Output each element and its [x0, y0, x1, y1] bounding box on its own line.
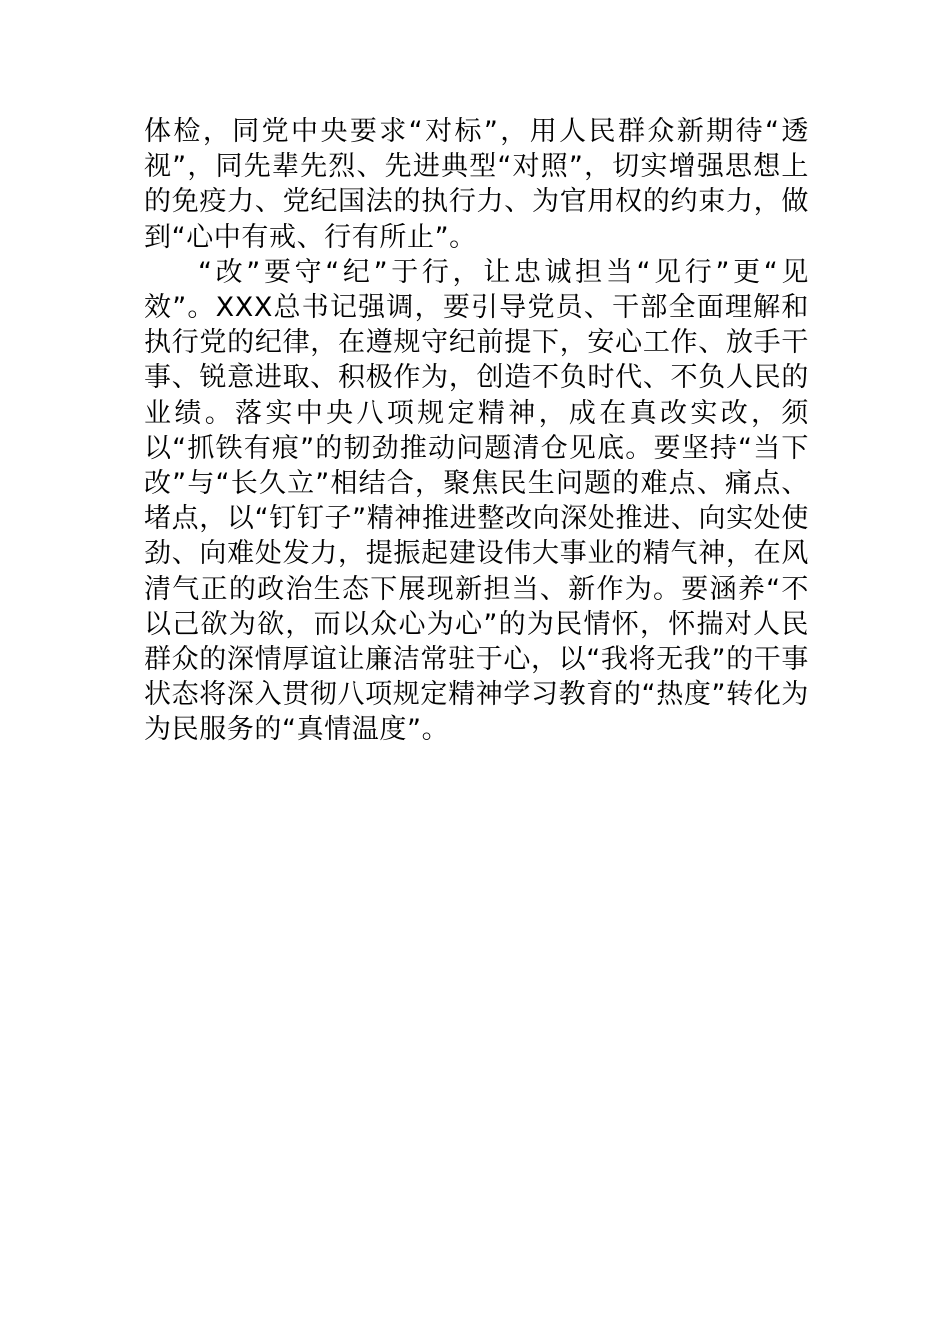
paragraph-continuation: 体检，同党中央要求“对标”，用人民群众新期待“透视”，同先辈先烈、先进典型“对照”，切实增强思想上的免疫力、党纪国法的执行力、为官用权的约束力，做到“心中有戒、行有所止”。: [144, 116, 809, 253]
document-body: [144, 114, 809, 748]
paragraph-gai-yao-shou-ji: “改”要守“纪”于行，让忠诚担当“见行”更“见效”。XXX总书记强调，要引导党员、干部全面理解和执行党的纪律，在遵规守纪前提下，安心工作、放手干事、锐意进取、积极作为，创造不负时代、不负人民的业绩。落实中央八项规定精神，成在真改实改，须以“抓铁有痕”的韧劲推动问题清仓见底。要坚持“当下改”与“长久立”相结合，聚焦民生问题的难点、痛点、堵点，以“钉钉子”精神推进整改向深处推进、向实处使劲、向难处发力，提振起建设伟大事业的精气神，在风清气正的政治生态下展现新担当、新作为。要涵养“不以己欲为欲，而以众心为心”的为民情怀，怀揣对人民群众的深情厚谊让廉洁常驻于心，以“我将无我”的干事状态将深入贯彻八项规定精神学习教育的“热度”转化为为民服务的“真情温度”。: [144, 256, 809, 746]
